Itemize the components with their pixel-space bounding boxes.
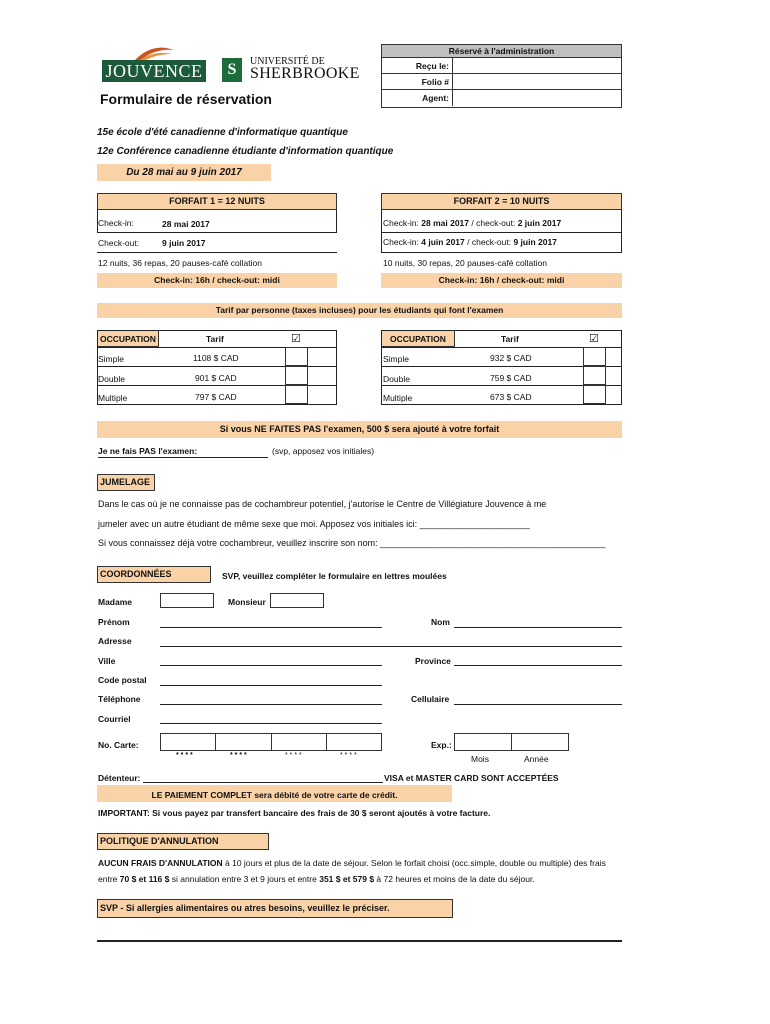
cellulaire-field[interactable]	[454, 704, 622, 705]
exp-label: Exp.:	[431, 740, 452, 750]
coord-title: COORDONNÉES	[97, 566, 211, 583]
table1-row1-checkbox[interactable]	[285, 347, 308, 366]
adresse-label: Adresse	[98, 636, 132, 646]
table2-row2-checkbox[interactable]	[583, 366, 606, 385]
forfait2-desc: 10 nuits, 30 repas, 20 pauses-café collation	[383, 258, 547, 268]
admin-folio-label: Folio #	[382, 74, 453, 89]
coord-hint: SVP, veuillez compléter le formulaire en lettres moulées	[222, 571, 447, 581]
allergies-title: SVP - Si allergies alimentaires ou atres besoins, veuillez le préciser.	[97, 899, 453, 918]
payment-banner: LE PAIEMENT COMPLET sera débité de votre carte de crédit.	[97, 785, 452, 802]
monsieur-label: Monsieur	[228, 597, 266, 607]
monsieur-checkbox[interactable]	[270, 593, 324, 608]
table2-row1-price: 932 $ CAD	[490, 353, 532, 363]
table2-row3-price: 673 $ CAD	[490, 392, 532, 402]
table2-row3-checkbox[interactable]	[583, 385, 606, 404]
sherbrooke-line1: UNIVERSITÉ DE	[250, 56, 325, 67]
table1-row1-price: 1108 $ CAD	[193, 353, 239, 363]
allergies-field[interactable]	[97, 940, 622, 942]
card-mask-1: * * * *	[176, 752, 193, 759]
jouvence-logo	[100, 44, 208, 86]
sherbrooke-mark: S	[222, 58, 242, 82]
admin-recu-field[interactable]	[453, 58, 621, 73]
admin-agent-label: Agent:	[382, 90, 453, 106]
jumelage-p2[interactable]: jumeler avec un autre étudiant de même sexe que moi. Apposez vos initiales ici: ______________________	[98, 519, 530, 529]
telephone-label: Téléphone	[98, 694, 141, 704]
forfait1-hours: Check-in: 16h / check-out: midi	[97, 273, 337, 288]
madame-label: Madame	[98, 597, 133, 607]
exp-field[interactable]	[454, 733, 569, 751]
table1-row2-occ: Double	[98, 374, 125, 384]
table1-tarif-header: Tarif	[206, 334, 224, 344]
card-mask-3: * * * *	[285, 752, 302, 759]
annulation-line2: entre 70 $ et 116 $ si annulation entre 3 et 9 jours et entre 351 $ et 579 $ à 72 heures et moins de la date du séjour.	[98, 874, 535, 884]
table2-check-header: ☑	[589, 333, 599, 345]
forfait1-checkin-label: Check-in:	[98, 218, 134, 228]
courriel-field[interactable]	[160, 723, 382, 724]
cellulaire-label: Cellulaire	[411, 694, 450, 704]
nom-field[interactable]	[454, 627, 622, 628]
forfait2-title: FORFAIT 2 = 10 NUITS	[381, 193, 622, 210]
jumelage-p3[interactable]: Si vous connaissez déjà votre cochambreur, veuillez inscrire son nom: _____________________________________________	[98, 538, 606, 548]
event-line1: 15e école d'été canadienne d'informatique quantique	[97, 127, 348, 138]
table2-tarif-header: Tarif	[501, 334, 519, 344]
card-mask-2: * * * *	[230, 752, 247, 759]
forfait1-checkout-value: 9 juin 2017	[162, 238, 206, 248]
jouvence-wordmark: JOUVENCE	[102, 60, 206, 82]
card-number-field[interactable]	[160, 733, 382, 751]
forfait1-desc: 12 nuits, 36 repas, 20 pauses-café collation	[98, 258, 262, 268]
tarif-banner: Tarif par personne (taxes incluses) pour les étudiants qui font l'examen	[97, 303, 622, 318]
courriel-label: Courriel	[98, 714, 131, 724]
province-field[interactable]	[454, 665, 622, 666]
event-dates: Du 28 mai au 9 juin 2017	[97, 164, 271, 181]
table2-occupation-header: OCCUPATION	[381, 330, 455, 347]
important-note: IMPORTANT: Si vous payez par transfert bancaire des frais de 30 $ seront ajoutés à votre facture.	[98, 808, 491, 818]
forfait2-row1: Check-in: 28 mai 2017 / check-out: 2 juin 2017	[383, 218, 562, 228]
prenom-label: Prénom	[98, 617, 130, 627]
table2-row2-price: 759 $ CAD	[490, 373, 532, 383]
code-postal-label: Code postal	[98, 675, 147, 685]
sherbrooke-logo	[222, 56, 367, 84]
mois-label: Mois	[471, 754, 489, 764]
forfait1-checkin-value: 28 mai 2017	[162, 219, 210, 229]
annee-label: Année	[524, 754, 549, 764]
admin-folio-field[interactable]	[453, 74, 621, 89]
cards-accepted: VISA et MASTER CARD SONT ACCEPTÉES	[384, 773, 559, 783]
ville-label: Ville	[98, 656, 116, 666]
table2-row1-checkbox[interactable]	[583, 347, 606, 366]
table2-row2-occ: Double	[383, 374, 410, 384]
table2-row1-occ: Simple	[383, 354, 409, 364]
telephone-field[interactable]	[160, 704, 382, 705]
code-postal-field[interactable]	[160, 685, 382, 686]
ville-field[interactable]	[160, 665, 382, 666]
madame-checkbox[interactable]	[160, 593, 214, 608]
admin-agent-field[interactable]	[453, 90, 621, 106]
table1-row3-price: 797 $ CAD	[195, 392, 237, 402]
table1-row3-occ: Multiple	[98, 393, 128, 403]
detenteur-label: Détenteur:	[98, 773, 141, 783]
table1-row1-occ: Simple	[98, 354, 124, 364]
jumelage-title: JUMELAGE	[97, 474, 155, 491]
exam-label: Je ne fais PAS l'examen:	[98, 446, 198, 456]
sherbrooke-line2: SHERBROOKE	[250, 65, 360, 82]
province-label: Province	[415, 656, 451, 666]
forfait2-hours: Check-in: 16h / check-out: midi	[381, 273, 622, 288]
table1-row3-checkbox[interactable]	[285, 385, 308, 404]
annulation-title: POLITIQUE D'ANNULATION	[97, 833, 269, 850]
table1-row2-checkbox[interactable]	[285, 366, 308, 385]
forfait1-checkout-label: Check-out:	[98, 238, 140, 248]
jumelage-p1: Dans le cas où je ne connaisse pas de cochambreur potentiel, j'autorise le Centre de Villégiature Jouvence à me	[98, 499, 547, 509]
nom-label: Nom	[431, 617, 450, 627]
table1-occupation-header: OCCUPATION	[97, 330, 159, 347]
table1-row2-price: 901 $ CAD	[195, 373, 237, 383]
forfait1-title: FORFAIT 1 = 12 NUITS	[97, 193, 337, 210]
exam-hint: (svp, apposez vos initiales)	[272, 446, 375, 456]
exam-banner: Si vous NE FAITES PAS l'examen, 500 $ sera ajouté à votre forfait	[97, 421, 622, 438]
adresse-field[interactable]	[160, 646, 622, 647]
detenteur-field[interactable]	[143, 782, 383, 783]
card-mask-4: * * * *	[340, 752, 357, 759]
forfait2-row2: Check-in: 4 juin 2017 / check-out: 9 juin 2017	[383, 237, 557, 247]
annulation-line1: AUCUN FRAIS D'ANNULATION à 10 jours et plus de la date de séjour. Selon le forfait choisi (occ.simple, double ou multiple) des frais	[98, 858, 606, 868]
no-carte-label: No. Carte:	[98, 740, 139, 750]
table2-row3-occ: Multiple	[383, 393, 413, 403]
table1-check-header: ☑	[291, 333, 301, 345]
admin-header: Réservé à l'administration	[382, 45, 621, 58]
prenom-field[interactable]	[160, 627, 382, 628]
admin-recu-label: Reçu le:	[382, 58, 453, 73]
admin-box	[381, 44, 622, 108]
event-line2: 12e Conférence canadienne étudiante d'information quantique	[97, 146, 394, 157]
page-title: Formulaire de réservation	[100, 91, 272, 107]
exam-initials-field[interactable]	[208, 444, 268, 457]
